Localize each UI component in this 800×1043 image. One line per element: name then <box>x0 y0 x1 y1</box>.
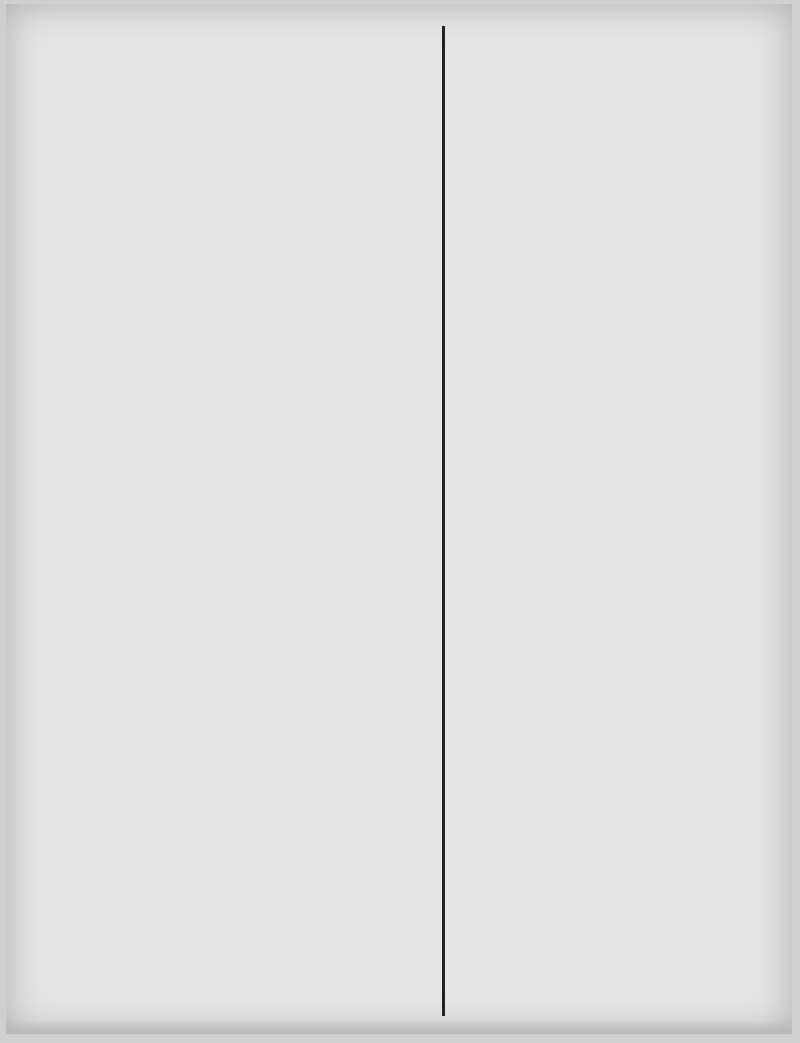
page-edge-shadow <box>6 1020 792 1034</box>
songsheet-page <box>6 4 792 1034</box>
column-divider <box>442 26 445 1016</box>
